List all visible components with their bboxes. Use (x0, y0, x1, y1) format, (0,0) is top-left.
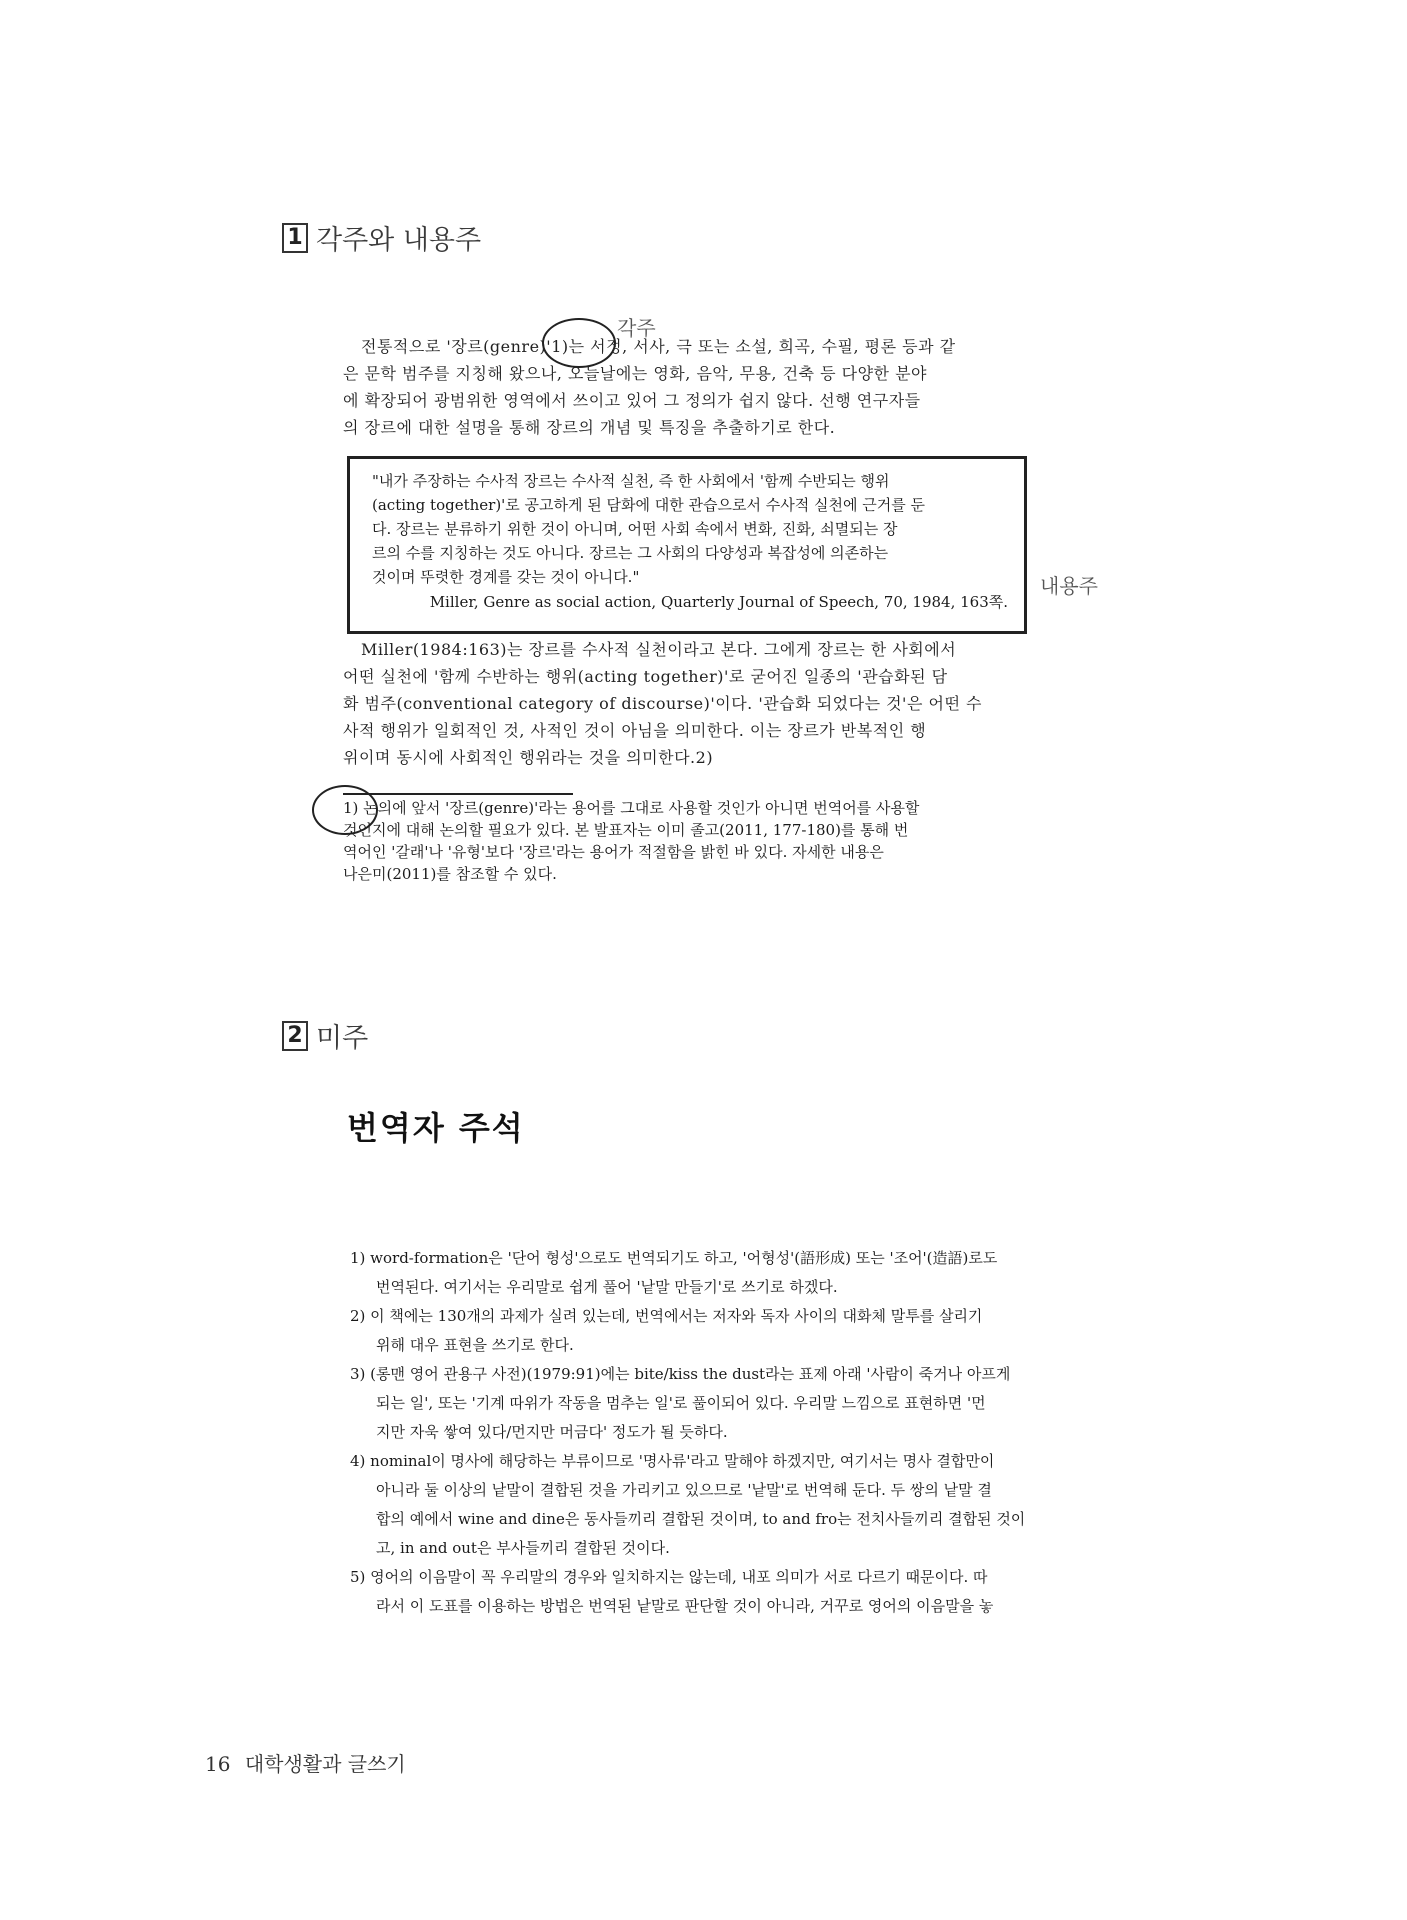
section-number: 1 (282, 223, 308, 253)
body-paragraph-2 (343, 636, 1043, 771)
footnote-annotation-label: 각주 (617, 316, 656, 340)
text-line: 화 범주(conventional category of discourse)'이다. '관습화 되었다는 것'은 어떤 수 (343, 694, 982, 713)
footnote-line: 나은미(2011)를 참조할 수 있다. (343, 865, 557, 883)
endnote-line: 고, in and out은 부사들끼리 결합된 것이다. (376, 1539, 670, 1557)
endnotes-list (350, 1244, 1050, 1621)
quote-line: 르의 수를 지칭하는 것도 아니다. 장르는 그 사회의 다양성과 복잡성에 의존하는 (372, 544, 889, 562)
content-note-annotation-label: 내용주 (1040, 574, 1098, 598)
endnote-line: 위해 대우 표현을 쓰기로 한다. (376, 1336, 574, 1354)
text-line: 어떤 실천에 '함께 수반하는 행위(acting together)'로 굳어진 일종의 '관습화된 담 (343, 667, 948, 686)
endnote-line: 4) nominal이 명사에 해당하는 부류이므로 '명사류'라고 말해야 하겠지만, 여기서는 명사 결합만이 (350, 1452, 995, 1470)
footnote-separator (343, 793, 573, 795)
content-note-quote-box (347, 456, 1027, 634)
endnote-line: 지만 자욱 쌓여 있다/먼지만 머금다' 정도가 될 듯하다. (376, 1423, 728, 1441)
text-line: 에 확장되어 광범위한 영역에서 쓰이고 있어 그 정의가 쉽지 않다. 선행 연구자들 (343, 391, 921, 410)
endnote-line: 5) 영어의 이음말이 꼭 우리말의 경우와 일치하지는 않는데, 내포 의미가 서로 다르기 때문이다. 따 (350, 1568, 988, 1586)
section-title: 각주와 내용주 (316, 225, 482, 256)
endnote-line: 되는 일', 또는 '기계 따위가 작동을 멈추는 일'로 풀이되어 있다. 우리말 느낌으로 표현하면 '먼 (376, 1394, 986, 1412)
footnote-block (343, 797, 1033, 885)
endnote-line: 번역된다. 여기서는 우리말로 쉽게 풀어 '낱말 만들기'로 쓰기로 하겠다. (376, 1278, 838, 1296)
quote-citation: Miller, Genre as social action, Quarterly Journal of Speech, 70, 1984, 163쪽. (429, 593, 1008, 611)
quote-line: 다. 장르는 분류하기 위한 것이 아니며, 어떤 사회 속에서 변화, 진화, 쇠멸되는 장 (372, 520, 898, 538)
endnote-line: 3) (롱맨 영어 관용구 사전)(1979:91)에는 bite/kiss the dust라는 표제 아래 '사람이 죽거나 아프게 (350, 1365, 1011, 1383)
section-title: 미주 (316, 1023, 369, 1054)
endnote-line: 합의 예에서 wine and dine은 동사들끼리 결합된 것이며, to and fro는 전치사들끼리 결합된 것이 (376, 1510, 1026, 1528)
endnote-line: 1) word-formation은 '단어 형성'으로도 번역되기도 하고, '어형성'(語形成) 또는 '조어'(造語)로도 (350, 1249, 998, 1267)
endnote-line: 아니라 둘 이상의 낱말이 결합된 것을 가리키고 있으므로 '낱말'로 번역해 둔다. 두 쌍의 낱말 결 (376, 1481, 992, 1499)
page-footer (205, 1748, 406, 1777)
footnote-line: 1) 논의에 앞서 '장르(genre)'라는 용어를 그대로 사용할 것인가 아니면 번역어를 사용할 (343, 799, 920, 817)
body-paragraph-1 (343, 333, 1043, 441)
text-line: 은 문학 범주를 지칭해 왔으나, 오늘날에는 영화, 음악, 무용, 건축 등 다양한 분야 (343, 364, 928, 383)
translator-notes-title: 번역자 주석 (347, 1109, 525, 1147)
section-heading-2 (282, 1016, 368, 1055)
book-title: 대학생활과 글쓰기 (244, 1752, 406, 1776)
footnote-line: 것인지에 대해 논의할 필요가 있다. 본 발표자는 이미 졸고(2011, 177-180)를 통해 번 (343, 821, 909, 839)
text-line: 전통적으로 '장르(genre)'1)는 서정, 서사, 극 또는 소설, 희곡, 수필, 평론 등과 같 (361, 337, 956, 356)
quote-line: "내가 주장하는 수사적 장르는 수사적 실천, 즉 한 사회에서 '함께 수반되는 행위 (372, 472, 890, 490)
section-heading-1 (282, 218, 481, 257)
text-line: 위이며 동시에 사회적인 행위라는 것을 의미한다.2) (343, 748, 714, 767)
text-line: 사적 행위가 일회적인 것, 사적인 것이 아님을 의미한다. 이는 장르가 반복적인 행 (343, 721, 927, 740)
page-number: 16 (205, 1752, 231, 1776)
endnote-line: 라서 이 도표를 이용하는 방법은 번역된 낱말로 판단할 것이 아니라, 거꾸로 영어의 이음말을 놓 (376, 1597, 994, 1615)
endnote-line: 2) 이 책에는 130개의 과제가 실려 있는데, 번역에서는 저자와 독자 사이의 대화체 말투를 살리기 (350, 1307, 983, 1325)
quote-line: 것이며 뚜렷한 경계를 갖는 것이 아니다." (372, 568, 640, 586)
section-number: 2 (282, 1021, 308, 1051)
text-line: 의 장르에 대한 설명을 통해 장르의 개념 및 특징을 추출하기로 한다. (343, 418, 836, 437)
footnote-line: 역어인 '갈래'나 '유형'보다 '장르'라는 용어가 적절함을 밝힌 바 있다. 자세한 내용은 (343, 843, 884, 861)
text-line: Miller(1984:163)는 장르를 수사적 실천이라고 본다. 그에게 장르는 한 사회에서 (361, 640, 957, 659)
quote-line: (acting together)'로 공고하게 된 담화에 대한 관습으로서 수사적 실천에 근거를 둔 (372, 496, 925, 514)
